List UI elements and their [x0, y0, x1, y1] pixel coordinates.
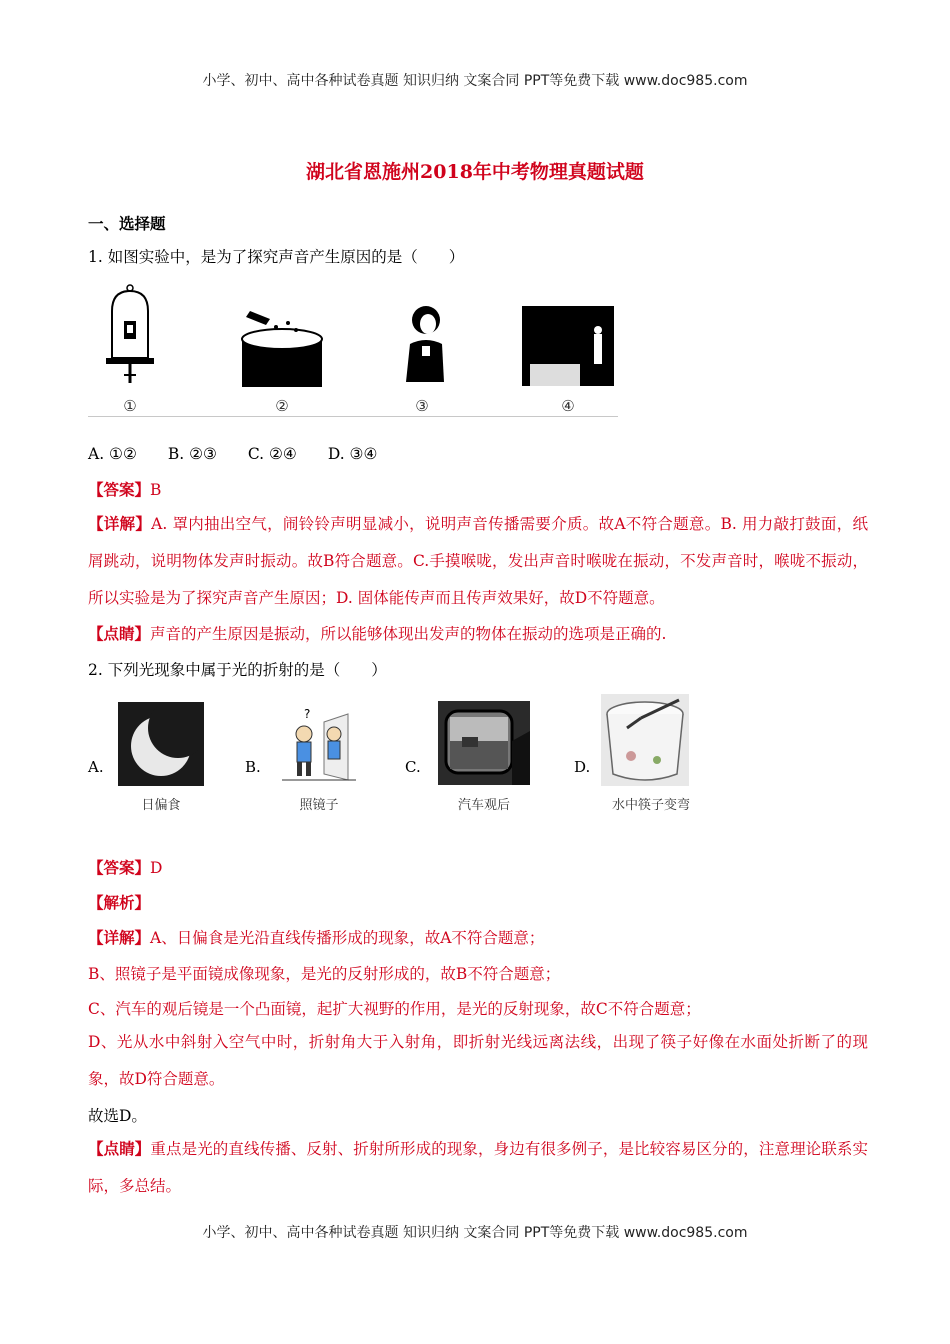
q1-point: 【点睛】声音的产生原因是振动，所以能够体现出发声的物体在振动的选项是正确的. — [88, 624, 667, 643]
q2-option-a: A. — [88, 758, 104, 776]
q2-detail-c: C、汽车的观后镜是一个凸面镜，起扩大视野的作用，是光的反射现象，故C不符合题意； — [88, 1000, 701, 1018]
caption-d: 水中筷子变弯 — [611, 798, 690, 813]
q1-detail: 【详解】A. 罩内抽出空气，闹铃铃声明显减小，说明声音传播需要介质。故A不符合题意。B. 用力敲打鼓面，纸屑跳动，说明物体发声时振动。故B符合题意。C.手摸喉咙，发出声音时喉咙在振动，不发声音时，喉咙不振动，所以实验是为了探究声音产生原因；D. 固体能传声而且传声效果好，故D不符题意。 — [88, 514, 868, 607]
q2-option-b: B. — [245, 758, 261, 776]
bell-jar-figure — [100, 283, 160, 393]
q2-detail-a: 【详解】A、日偏食是光沿直线传播形成的现象，故A不符合题意； — [88, 928, 545, 947]
q2-option-c: C. — [405, 758, 421, 776]
q2-conclusion: 故选D。 — [88, 1107, 147, 1125]
fig-label-2: ② — [275, 397, 289, 415]
stage-figure — [522, 306, 614, 386]
svg-text:?: ? — [304, 707, 311, 721]
throat-figure — [398, 300, 446, 384]
q2-analysis-heading: 【解析】 — [88, 893, 151, 912]
drum-figure — [236, 305, 328, 389]
fig-label-3: ③ — [415, 397, 429, 415]
page-footer: 小学、初中、高中各种试卷真题 知识归纳 文案合同 PPT等免费下载 www.doc985.com — [202, 1225, 748, 1241]
fig-label-1: ① — [123, 397, 137, 415]
page-title: 湖北省恩施州2018年中考物理真题试题 — [306, 161, 644, 183]
rearview-mirror-photo — [438, 701, 530, 785]
q2-stem: 2. 下列光现象中属于光的折射的是（ ） — [88, 661, 387, 679]
section-heading: 一、选择题 — [88, 214, 166, 233]
chopsticks-in-water-photo — [601, 694, 689, 786]
caption-c: 汽车观后 — [457, 798, 510, 813]
q2-point: 【点睛】重点是光的直线传播、反射、折射所形成的现象，身边有很多例子，是比较容易区分的，注意理论联系实际，多总结。 — [88, 1139, 868, 1195]
q1-answer: 【答案】B — [88, 480, 162, 499]
q2-detail-d: D、光从水中斜射入空气中时，折射角大于入射角，即折射光线远离法线，出现了筷子好像在水面处折断了的现象，故D符合题意。 — [88, 1033, 868, 1088]
solar-eclipse-photo — [118, 702, 204, 786]
q2-answer: 【答案】D — [88, 858, 163, 877]
q1-options: A. ①② B. ②③ C. ②④ D. ③④ — [88, 445, 378, 463]
fig-label-4: ④ — [561, 397, 575, 415]
mirror-cartoon — [278, 704, 360, 786]
q2-option-d: D. — [574, 758, 591, 776]
caption-b: 照镜子 — [299, 798, 339, 813]
q2-detail-b: B、照镜子是平面镜成像现象，是光的反射形成的，故B不符合题意； — [88, 965, 561, 983]
q1-stem: 1. 如图实验中，是为了探究声音产生原因的是（ ） — [88, 248, 465, 266]
page-header: 小学、初中、高中各种试卷真题 知识归纳 文案合同 PPT等免费下载 www.doc985.com — [202, 73, 748, 89]
figure-divider — [88, 416, 618, 417]
caption-a: 日偏食 — [141, 798, 181, 813]
